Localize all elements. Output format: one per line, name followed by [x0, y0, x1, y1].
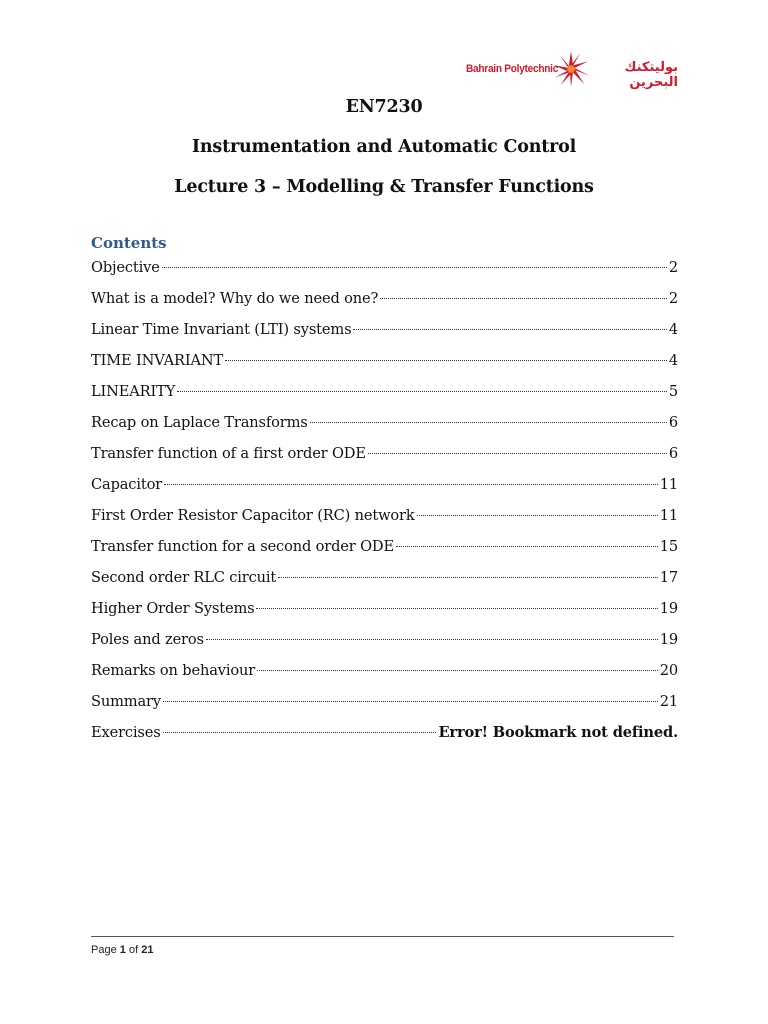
toc-entry-label: First Order Resistor Capacitor (RC) network	[91, 507, 415, 524]
toc-entry-page-number: 15	[659, 538, 678, 555]
toc-entry-label: Higher Order Systems	[91, 600, 255, 617]
toc-dot-leader	[256, 608, 657, 609]
toc-dot-leader	[380, 298, 667, 299]
toc-entry[interactable]	[91, 504, 678, 535]
footer-page-label: Page	[91, 944, 117, 956]
toc-entry-label: Summary	[91, 693, 161, 710]
footer-divider	[91, 936, 674, 937]
toc-dot-leader	[206, 639, 658, 640]
toc-entry-page-number: 6	[668, 414, 678, 431]
table-of-contents	[91, 256, 678, 752]
toc-entry-page-number: 6	[668, 445, 678, 462]
toc-entry-page-number: 19	[659, 631, 678, 648]
footer-current-page: 1	[119, 944, 126, 956]
toc-entry[interactable]	[91, 659, 678, 690]
toc-dot-leader	[396, 546, 658, 547]
toc-dot-leader	[368, 453, 667, 454]
toc-dot-leader	[177, 391, 667, 392]
footer-of-label: of	[128, 944, 139, 956]
toc-entry-label: Capacitor	[91, 476, 163, 493]
toc-entry-label: Poles and zeros	[91, 631, 204, 648]
toc-entry-label: What is a model? Why do we need one?	[91, 290, 379, 307]
toc-entry-page-number: 17	[659, 569, 678, 586]
toc-entry[interactable]	[91, 318, 678, 349]
toc-entry-page-number: 20	[659, 662, 678, 679]
toc-dot-leader	[164, 484, 658, 485]
toc-dot-leader	[162, 267, 667, 268]
toc-entry[interactable]	[91, 721, 678, 752]
toc-dot-leader	[163, 701, 658, 702]
toc-entry-label: Objective	[91, 259, 160, 276]
toc-entry[interactable]	[91, 535, 678, 566]
toc-entry-label: Transfer function of a first order ODE	[91, 445, 366, 462]
toc-entry[interactable]	[91, 411, 678, 442]
toc-entry-label: Remarks on behaviour	[91, 662, 256, 679]
page-footer	[91, 944, 153, 956]
toc-entry-page-number: 5	[668, 383, 678, 400]
contents-heading: Contents	[91, 234, 167, 252]
footer-total-pages: 21	[141, 944, 154, 956]
toc-entry[interactable]	[91, 349, 678, 380]
toc-entry-page-number: 2	[668, 290, 678, 307]
toc-entry[interactable]	[91, 566, 678, 597]
star-burst-icon	[552, 50, 590, 88]
toc-entry-page-number: 11	[659, 476, 678, 493]
toc-entry-label: Recap on Laplace Transforms	[91, 414, 308, 431]
toc-entry-label: Second order RLC circuit	[91, 569, 277, 586]
logo-arabic-text: بوليتكنك البحرين	[624, 60, 678, 90]
toc-dot-leader	[417, 515, 658, 516]
toc-dot-leader	[278, 577, 658, 578]
toc-entry[interactable]	[91, 473, 678, 504]
toc-entry-label: Transfer function for a second order ODE	[91, 538, 394, 555]
toc-dot-leader	[353, 329, 666, 330]
toc-dot-leader	[225, 360, 667, 361]
toc-entry[interactable]	[91, 287, 678, 318]
course-code: EN7230	[345, 97, 423, 117]
toc-entry-label: Linear Time Invariant (LTI) systems	[91, 321, 352, 338]
toc-entry-page-number: 19	[659, 600, 678, 617]
logo-english-text: Bahrain Polytechnic	[466, 63, 559, 75]
toc-dot-leader	[163, 732, 437, 733]
toc-entry-label: LINEARITY	[91, 383, 176, 400]
toc-entry-label: TIME INVARIANT	[91, 352, 224, 369]
toc-entry-page-number: 2	[668, 259, 678, 276]
toc-entry-page-number: Error! Bookmark not defined.	[438, 724, 678, 741]
toc-entry[interactable]	[91, 442, 678, 473]
toc-entry-page-number: 4	[668, 321, 678, 338]
toc-entry-page-number: 11	[659, 507, 678, 524]
toc-entry[interactable]	[91, 628, 678, 659]
title-block	[0, 94, 768, 214]
toc-entry[interactable]	[91, 380, 678, 411]
course-title: Instrumentation and Automatic Control	[191, 137, 577, 157]
toc-entry[interactable]	[91, 597, 678, 628]
toc-entry[interactable]	[91, 256, 678, 287]
bahrain-polytechnic-logo	[466, 48, 678, 92]
toc-entry-page-number: 21	[659, 693, 678, 710]
lecture-title: Lecture 3 – Modelling & Transfer Functions	[174, 177, 594, 197]
toc-entry-page-number: 4	[668, 352, 678, 369]
toc-entry[interactable]	[91, 690, 678, 721]
toc-dot-leader	[257, 670, 658, 671]
toc-entry-label: Exercises	[91, 724, 161, 741]
toc-dot-leader	[310, 422, 667, 423]
